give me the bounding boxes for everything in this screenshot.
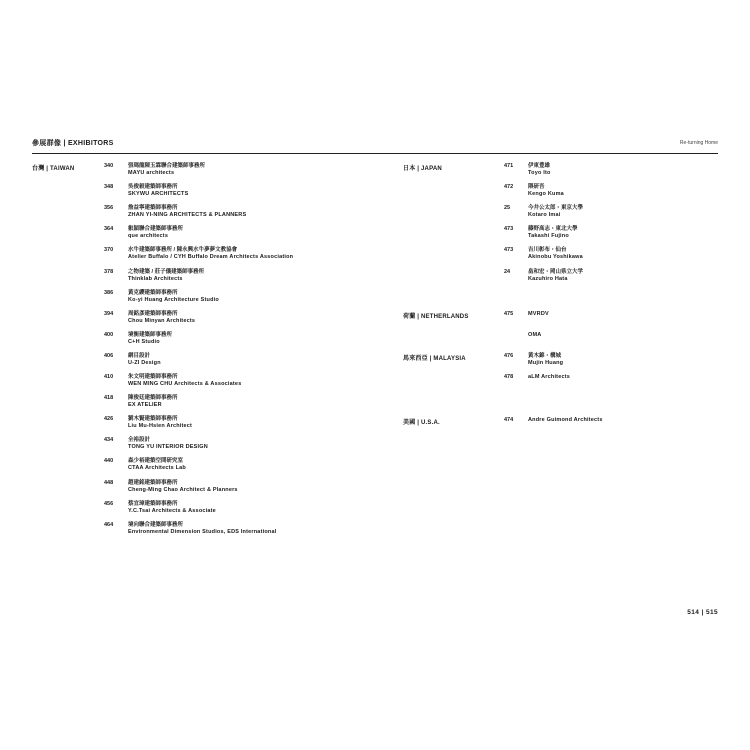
entry-chinese-name: 全裕設計 — [128, 437, 151, 444]
entry-text — [128, 353, 161, 367]
list-item — [104, 374, 364, 394]
entry-chinese-name: 今井公太郎・東京大學 — [528, 205, 584, 212]
entry-english-name: MVRDV — [528, 311, 549, 317]
entry-page-number: 386 — [104, 289, 114, 296]
entry-english-name: Kengo Kuma — [528, 191, 564, 198]
entry-text — [528, 374, 570, 381]
country-label-netherlands: 荷蘭 | NETHERLANDS — [403, 314, 469, 320]
entry-chinese-name: 吉川彰布・仙台 — [528, 247, 567, 254]
list-item — [504, 417, 750, 437]
entry-english-name: aLM Architects — [528, 374, 571, 381]
entry-english-name: CTAA Architects Lab — [128, 465, 186, 472]
entry-text — [528, 332, 541, 339]
list-item — [504, 311, 750, 331]
entry-page-number: 478 — [504, 374, 514, 381]
entry-english-name: Liu Mu-Hsien Architect — [128, 423, 193, 430]
entry-english-name: Y.C.Tsai Architects & Associate — [128, 507, 216, 514]
entry-chinese-name: 吳俊毅建築師事務所 — [128, 184, 178, 191]
list-item — [104, 184, 364, 204]
entry-text — [128, 501, 216, 515]
entry-chinese-name: 叡穎聯合建築師事務所 — [128, 226, 184, 233]
entry-page-number: 356 — [104, 205, 114, 212]
entry-text — [528, 163, 551, 177]
entry-text — [128, 416, 192, 430]
entry-text — [528, 205, 583, 219]
entry-english-name: Thinklab Architects — [128, 275, 183, 282]
entry-chinese-name: 黃木錦・構城 — [528, 353, 562, 359]
entry-english-name: Mujin Huang — [528, 360, 564, 366]
entry-chinese-name: 蔡宜璋建築師事務所 — [128, 500, 178, 507]
entry-page-number: 434 — [104, 437, 114, 444]
entry-page-number: 473 — [504, 247, 514, 254]
entry-text — [128, 269, 204, 283]
entry-chinese-name: 趙建銘建築師事務所 — [128, 479, 178, 486]
entry-text — [528, 311, 549, 318]
entry-text — [128, 437, 208, 451]
entry-english-name: Akinobu Yoshikawa — [528, 254, 583, 261]
entry-page-number: 348 — [104, 184, 114, 191]
entry-english-name: EX ATELIER — [128, 402, 162, 409]
entry-page-number: 426 — [104, 416, 114, 423]
entry-page-number: 364 — [104, 226, 114, 233]
list-item — [504, 332, 750, 352]
list-item — [104, 522, 364, 542]
entry-page-number: 410 — [104, 374, 114, 380]
list-item — [104, 163, 364, 183]
entry-text — [128, 374, 241, 388]
entry-english-name: Atelier Buffalo / CYH Buffalo Dream Architects Association — [128, 254, 294, 261]
list-item — [504, 374, 750, 394]
entry-text — [528, 353, 563, 367]
header-title: 參展群像 | EXHIBITORS — [32, 140, 114, 147]
header-right-label: Re-turning Home — [679, 140, 718, 146]
list-item — [104, 501, 364, 521]
entry-english-name: Takashi Fujino — [528, 233, 569, 240]
entry-page-number: 440 — [104, 458, 114, 465]
entry-text — [128, 226, 183, 240]
entry-page-number: 400 — [104, 331, 114, 338]
entry-text — [128, 311, 195, 325]
country-label-malaysia: 馬來西亞 | MALAYSIA — [403, 356, 466, 362]
entry-english-name: Toyo Ito — [528, 170, 551, 176]
entry-english-name: WEN MING CHU Architects & Associates — [128, 381, 242, 387]
entry-english-name: ZHAN YI-NING ARCHITECTS & PLANNERS — [128, 212, 247, 219]
entry-page-number: 475 — [504, 311, 514, 317]
entry-page-number: 394 — [104, 310, 114, 317]
list-item — [104, 311, 364, 331]
list-item — [104, 269, 364, 289]
list-item — [504, 226, 750, 246]
entry-chinese-name: 周銘彥建築師事務所 — [128, 310, 178, 317]
list-item — [504, 184, 750, 204]
entry-chinese-name: 境向聯合建築師事務所 — [128, 521, 184, 528]
entry-text — [128, 247, 293, 261]
entry-english-name: TONG YU INTERIOR DESIGN — [128, 444, 208, 451]
entry-english-name: Kazuhiro Hata — [528, 275, 568, 282]
list-item — [504, 163, 750, 183]
entry-page-number: 378 — [104, 268, 114, 275]
list-item — [504, 205, 750, 225]
entry-chinese-name: 黃克纓建築師事務所 — [128, 289, 178, 296]
entry-text — [528, 417, 603, 424]
entry-text — [128, 163, 205, 177]
entry-page-number: 472 — [504, 184, 514, 191]
entry-text — [528, 247, 583, 261]
entry-text — [128, 458, 186, 472]
entry-english-name: Environmental Dimension Studios, EDS International — [128, 528, 277, 535]
page-numbers: 514 | 515 — [687, 609, 718, 616]
entry-text — [528, 226, 578, 240]
entry-page-number: 25 — [504, 205, 511, 212]
entry-text — [128, 522, 276, 536]
entry-english-name: Cheng-Ming Chao Architect & Planners — [128, 486, 238, 493]
list-item — [104, 226, 364, 246]
entry-page-number: 370 — [104, 247, 114, 254]
country-label-taiwan: 台灣 | TAIWAN — [32, 166, 75, 172]
country-label-usa: 美國 | U.S.A. — [403, 420, 440, 426]
entry-page-number: 340 — [104, 163, 114, 169]
list-item — [504, 353, 750, 373]
entry-english-name: OMA — [528, 332, 542, 339]
entry-text — [128, 395, 178, 409]
entry-page-number: 24 — [504, 268, 511, 275]
list-item — [104, 205, 364, 225]
list-item — [104, 290, 364, 310]
entry-chinese-name: 詹益寧建築師事務所 — [128, 205, 178, 212]
entry-chinese-name: 陳俊廷建築師事務所 — [128, 395, 178, 402]
entry-english-name: MAYU architects — [128, 170, 175, 176]
entry-text — [128, 184, 188, 198]
entry-chinese-name: 境衡建築師事務所 — [128, 331, 173, 338]
list-item — [104, 247, 364, 267]
entry-english-name: que architects — [128, 233, 169, 240]
list-item — [104, 416, 364, 436]
entry-page-number: 476 — [504, 353, 514, 359]
header-rule — [32, 153, 718, 154]
entry-english-name: Andre Guimond Architects — [528, 417, 603, 423]
entry-chinese-name: 隈研吾 — [528, 184, 545, 191]
entry-chinese-name: 劉木賢建築師事務所 — [128, 416, 178, 423]
entry-chinese-name: 畠和宏・岡山県立大学 — [528, 268, 584, 275]
list-item — [104, 458, 364, 478]
entry-page-number: 471 — [504, 163, 514, 169]
entry-chinese-name: 網目設計 — [128, 352, 151, 359]
entry-english-name: C+H Studio — [128, 338, 160, 345]
list-item — [104, 437, 364, 457]
entry-text — [528, 269, 583, 283]
entry-text — [128, 480, 238, 494]
entry-page-number: 448 — [104, 479, 114, 486]
entry-page-number: 406 — [104, 352, 114, 359]
country-label-japan: 日本 | JAPAN — [403, 166, 442, 172]
entry-page-number: 456 — [104, 500, 114, 507]
list-item — [104, 480, 364, 500]
entry-page-number: 418 — [104, 395, 114, 402]
entry-english-name: SKYWU ARCHITECTS — [128, 191, 189, 198]
entry-chinese-name: 森少裕建築空間研究室 — [128, 458, 184, 465]
entry-english-name: Kotaro Imai — [528, 212, 561, 219]
entry-chinese-name: 伊東豊雄 — [528, 163, 551, 169]
entry-chinese-name: 之物建築 / 莊子儀建築師事務所 — [128, 268, 205, 275]
entry-english-name: Chou Minyan Architects — [128, 317, 196, 324]
list-item — [504, 269, 750, 289]
list-item — [104, 395, 364, 415]
entry-chinese-name: 張瑪龍陳玉霖聯合建築師事務所 — [128, 163, 206, 169]
entry-text — [128, 290, 219, 304]
entry-text — [128, 205, 246, 219]
entry-english-name: U-ZI Design — [128, 359, 161, 366]
entry-text — [128, 332, 172, 346]
entry-text — [528, 184, 564, 198]
entry-page-number: 464 — [104, 521, 114, 528]
entry-english-name: Ko-yi Huang Architecture Studio — [128, 296, 219, 303]
entry-chinese-name: 水牛建築師事務所 / 陳永興水牛夢夢文教協會 — [128, 247, 238, 254]
list-item — [504, 247, 750, 267]
entry-page-number: 474 — [504, 417, 514, 423]
entry-chinese-name: 朱文明建築師事務所 — [128, 374, 178, 380]
list-item — [104, 332, 364, 352]
entry-chinese-name: 藤野高志・東北大學 — [528, 226, 578, 233]
entry-page-number: 473 — [504, 226, 514, 233]
list-item — [104, 353, 364, 373]
